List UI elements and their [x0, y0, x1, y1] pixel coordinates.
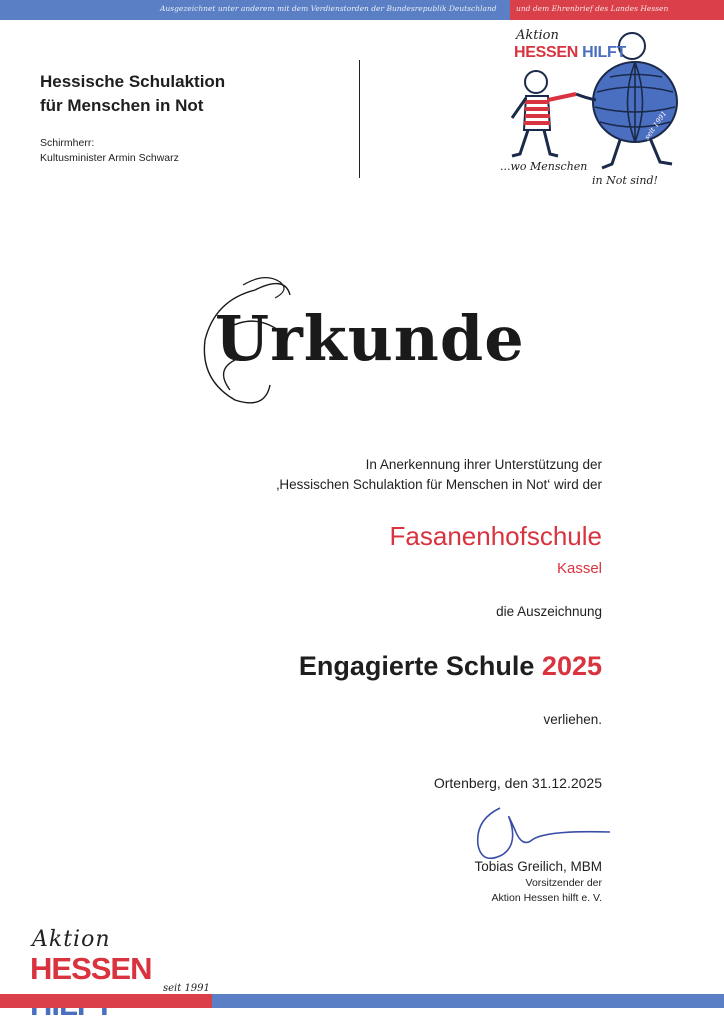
granted-text: verliehen. [543, 712, 602, 727]
certificate-title: Urkunde [215, 302, 525, 375]
svg-text:seit 1991: seit 1991 [643, 109, 669, 142]
logo-top-wordmark [514, 44, 626, 62]
bottom-blue-segment [212, 994, 724, 1008]
intro-line1: In Anerkennung ihrer Unterstützung der [365, 457, 602, 472]
signer-role-line2: Aktion Hessen hilft e. V. [491, 892, 602, 904]
top-banner [0, 0, 724, 20]
logo-top-hessen: HESSEN [514, 44, 578, 61]
slogan-line1: ...wo Menschen [500, 160, 588, 173]
logo-bottom-hessen: HESSEN [30, 951, 152, 986]
school-name: Fasanenhofschule [389, 521, 602, 551]
award-intro: die Auszeichnung [496, 604, 602, 619]
logo-bottom-seit: seit 1991 [163, 983, 210, 994]
award-name: Engagierte Schule [298, 651, 535, 681]
award-title [299, 651, 602, 682]
organization-title [40, 70, 225, 118]
patron-name: Kultusminister Armin Schwarz [40, 152, 179, 164]
signer-name: Tobias Greilich, MBM [474, 859, 602, 874]
org-title-line1: Hessische Schulaktion [40, 72, 226, 91]
logo-top-hilft: HILFT [582, 44, 626, 61]
aktion-hessen-hilft-logo-top [500, 22, 690, 194]
bottom-red-segment [0, 994, 212, 1008]
banner-text-left: Ausgezeichnet unter anderem mit dem Verdienstorden der Bundesrepublik Deutschland [160, 4, 497, 13]
org-title-line2: für Menschen in Not [40, 96, 204, 115]
logo-top-aktion: Aktion [516, 28, 559, 43]
slogan-line2: in Not sind! [592, 174, 658, 187]
award-year: 2025 [541, 651, 602, 681]
banner-text-right: und dem Ehrenbrief des Landes Hessen [516, 4, 669, 13]
school-city: Kassel [556, 560, 602, 577]
logo-bottom-aktion: Aktion [32, 927, 111, 952]
place-date: Ortenberg, den 31.12.2025 [433, 775, 602, 791]
signer-block [474, 857, 602, 906]
aktion-hessen-hilft-logo-bottom [30, 925, 230, 1000]
patron-block [40, 136, 179, 166]
intro-text [276, 455, 602, 495]
patron-label: Schirmherr: [40, 137, 95, 149]
bottom-banner [0, 994, 724, 1008]
certificate-title-block [195, 270, 525, 420]
header-divider [359, 60, 360, 178]
intro-line2: ‚Hessischen Schulaktion für Menschen in Not‘ wird der [276, 477, 602, 492]
signer-role-line1: Vorsitzender der [525, 877, 602, 889]
